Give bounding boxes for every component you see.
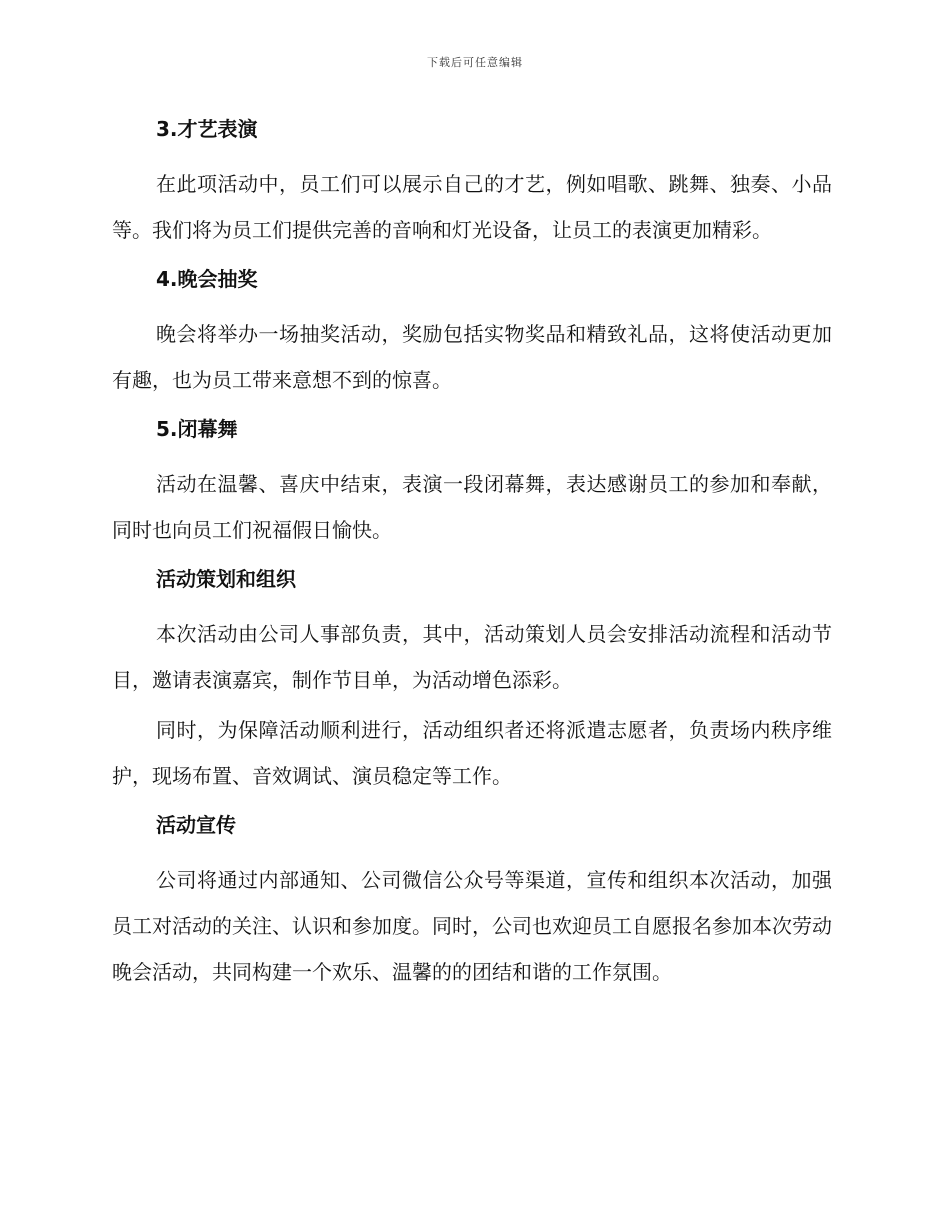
- section-heading-planning: 活动策划和组织: [156, 567, 296, 591]
- section-paragraph: 活动在温馨、喜庆中结束，表演一段闭幕舞，表达感谢员工的参加和奉献，同时也向员工们祝福假日愉快。: [112, 472, 832, 542]
- section-paragraph: 晚会将举办一场抽奖活动，奖励包括实物奖品和精致礼品，这将使活动更加有趣，也为员工带来意想不到的惊喜。: [112, 322, 832, 392]
- section-heading-lottery: 4.晚会抽奖: [156, 267, 258, 291]
- section-paragraph: 本次活动由公司人事部负责，其中，活动策划人员会安排活动流程和活动节目，邀请表演嘉宾，制作节目单，为活动增色添彩。: [112, 622, 832, 692]
- page-header: 下载后可任意编辑: [427, 56, 523, 69]
- section-heading-closing-dance: 5.闭幕舞: [156, 417, 238, 441]
- section-heading-talent-show: 3.才艺表演: [156, 117, 258, 141]
- section-paragraph: 在此项活动中，员工们可以展示自己的才艺，例如唱歌、跳舞、独奏、小品等。我们将为员工们提供完善的音响和灯光设备，让员工的表演更加精彩。: [112, 172, 832, 242]
- section-paragraph: 公司将通过内部通知、公司微信公众号等渠道，宣传和组织本次活动，加强员工对活动的关注、认识和参加度。同时，公司也欢迎员工自愿报名参加本次劳动晚会活动，共同构建一个欢乐、温馨的的团结和谐的工作氛围。: [112, 868, 832, 984]
- section-heading-promotion: 活动宣传: [156, 813, 236, 837]
- document-body: [112, 111, 832, 999]
- section-paragraph: 同时，为保障活动顺利进行，活动组织者还将派遣志愿者，负责场内秩序维护，现场布置、音效调试、演员稳定等工作。: [112, 718, 832, 788]
